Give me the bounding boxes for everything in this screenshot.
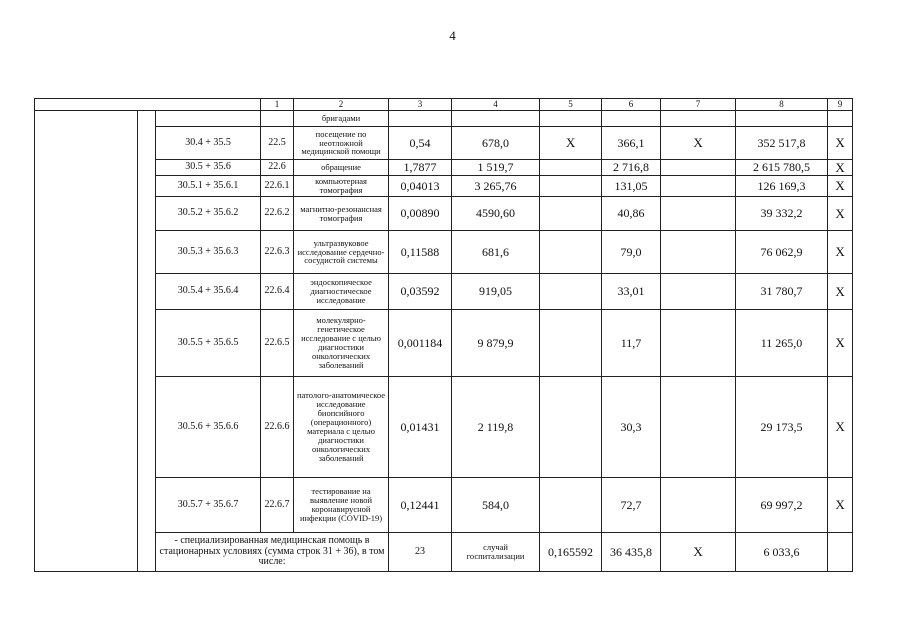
unit-label: обращение <box>294 160 389 176</box>
blank-cell <box>35 111 138 572</box>
value-cell <box>661 478 736 533</box>
value-cell: 2 716,8 <box>602 160 661 176</box>
code-cell: 30.5.5 + 35.6.5 <box>156 310 261 377</box>
value-cell: 681,6 <box>452 231 540 274</box>
code-cell: 30.5.6 + 35.6.6 <box>156 377 261 478</box>
value-cell: X <box>828 274 853 310</box>
unit-label: бригадами <box>294 111 389 127</box>
value-cell: X <box>661 127 736 160</box>
value-cell: 30,3 <box>602 377 661 478</box>
blank-cell <box>261 111 294 127</box>
line-number: 22.6.4 <box>261 274 294 310</box>
value-cell: 76 062,9 <box>736 231 828 274</box>
value-cell: 4590,60 <box>452 197 540 231</box>
value-cell: X <box>828 197 853 231</box>
value-cell <box>540 231 602 274</box>
unit-label: ультразвуковое исследование сердечно-сосудистой системы <box>294 231 389 274</box>
code-cell: 30.5.4 + 35.6.4 <box>156 274 261 310</box>
value-cell: X <box>540 127 602 160</box>
value-cell: 0,01431 <box>389 377 452 478</box>
page-number: 4 <box>449 28 456 43</box>
code-cell: 30.4 + 35.5 <box>156 127 261 160</box>
value-cell: 11,7 <box>602 310 661 377</box>
value-cell <box>540 377 602 478</box>
value-cell: 0,001184 <box>389 310 452 377</box>
value-cell <box>540 197 602 231</box>
column-header: 9 <box>828 99 853 111</box>
data-table <box>34 98 853 572</box>
value-cell: 0,12441 <box>389 478 452 533</box>
value-cell: X <box>828 231 853 274</box>
value-cell: 1,7877 <box>389 160 452 176</box>
line-number: 22.5 <box>261 127 294 160</box>
line-number: 22.6.1 <box>261 176 294 197</box>
column-header: 3 <box>389 99 452 111</box>
unit-label: посещение по неотложной медицинской помощи <box>294 127 389 160</box>
value-cell: 9 879,9 <box>452 310 540 377</box>
value-cell <box>828 533 853 572</box>
line-number: 23 <box>389 533 452 572</box>
line-number: 22.6.7 <box>261 478 294 533</box>
unit-label: компьютерная томография <box>294 176 389 197</box>
value-cell <box>540 160 602 176</box>
value-cell: X <box>661 533 736 572</box>
value-cell: 0,00890 <box>389 197 452 231</box>
value-cell: 40,86 <box>602 197 661 231</box>
value-cell <box>540 310 602 377</box>
value-cell: 2 119,8 <box>452 377 540 478</box>
value-cell: 6 033,6 <box>736 533 828 572</box>
value-cell: 2 615 780,5 <box>736 160 828 176</box>
table-row <box>35 111 853 127</box>
value-cell: 31 780,7 <box>736 274 828 310</box>
line-number: 22.6 <box>261 160 294 176</box>
column-header: 6 <box>602 99 661 111</box>
value-cell: 366,1 <box>602 127 661 160</box>
value-cell <box>540 176 602 197</box>
value-cell <box>661 160 736 176</box>
value-cell: 79,0 <box>602 231 661 274</box>
line-number: 22.6.2 <box>261 197 294 231</box>
value-cell <box>661 274 736 310</box>
value-cell: X <box>828 478 853 533</box>
value-cell: 72,7 <box>602 478 661 533</box>
value-cell: 39 332,2 <box>736 197 828 231</box>
value-cell: 0,03592 <box>389 274 452 310</box>
value-cell <box>661 377 736 478</box>
value-cell: X <box>828 160 853 176</box>
value-cell: 36 435,8 <box>602 533 661 572</box>
blank-cell <box>156 111 261 127</box>
code-cell: 30.5.3 + 35.6.3 <box>156 231 261 274</box>
unit-label: магнитно-резонансная томография <box>294 197 389 231</box>
value-cell: 29 173,5 <box>736 377 828 478</box>
table-row <box>35 176 853 197</box>
blank-cell <box>138 111 156 572</box>
value-cell: 919,05 <box>452 274 540 310</box>
value-cell: X <box>828 176 853 197</box>
column-header: 2 <box>294 99 389 111</box>
line-number: 22.6.5 <box>261 310 294 377</box>
value-cell <box>661 310 736 377</box>
unit-label: случай госпитализации <box>452 533 540 572</box>
table-row <box>35 478 853 533</box>
value-cell: X <box>828 310 853 377</box>
value-cell: 33,01 <box>602 274 661 310</box>
value-cell <box>661 197 736 231</box>
value-cell: X <box>828 127 853 160</box>
column-header: 8 <box>736 99 828 111</box>
unit-label: патолого-анатомическое исследование биопсийного (операционного) материала с целью диагностики онкологических заболеваний <box>294 377 389 478</box>
value-cell: 0,54 <box>389 127 452 160</box>
value-cell <box>540 478 602 533</box>
value-cell <box>661 231 736 274</box>
code-cell: 30.5 + 35.6 <box>156 160 261 176</box>
table-row <box>35 231 853 274</box>
table-row <box>35 533 853 572</box>
unit-label: молекулярно-генетическое исследование с целью диагностики онкологических заболеваний <box>294 310 389 377</box>
column-header: 4 <box>452 99 540 111</box>
value-cell: 11 265,0 <box>736 310 828 377</box>
table-row <box>35 310 853 377</box>
column-header: 5 <box>540 99 602 111</box>
value-cell <box>540 274 602 310</box>
unit-label: тестирование на выявление новой коронавирусной инфекции (COVID-19) <box>294 478 389 533</box>
unit-label: эндоскопическое диагностическое исследование <box>294 274 389 310</box>
value-cell: 3 265,76 <box>452 176 540 197</box>
value-cell: 0,04013 <box>389 176 452 197</box>
column-header: 1 <box>261 99 294 111</box>
value-cell: 1 519,7 <box>452 160 540 176</box>
value-cell: 352 517,8 <box>736 127 828 160</box>
value-cell: X <box>828 377 853 478</box>
table-row <box>35 127 853 160</box>
row-description: - специализированная медицинская помощь в стационарных условиях (сумма строк 31 + 36), в том числе: <box>156 533 389 572</box>
value-cell: 69 997,2 <box>736 478 828 533</box>
value-cell: 584,0 <box>452 478 540 533</box>
table-row <box>35 274 853 310</box>
code-cell: 30.5.2 + 35.6.2 <box>156 197 261 231</box>
column-header: 7 <box>661 99 736 111</box>
value-cell <box>661 176 736 197</box>
table-row <box>35 377 853 478</box>
value-cell: 0,165592 <box>540 533 602 572</box>
value-cell: 126 169,3 <box>736 176 828 197</box>
line-number: 22.6.6 <box>261 377 294 478</box>
table-row <box>35 197 853 231</box>
value-cell: 0,11588 <box>389 231 452 274</box>
column-header-row <box>35 99 853 111</box>
code-cell: 30.5.7 + 35.6.7 <box>156 478 261 533</box>
header-blank <box>35 99 261 111</box>
line-number: 22.6.3 <box>261 231 294 274</box>
code-cell: 30.5.1 + 35.6.1 <box>156 176 261 197</box>
value-cell: 678,0 <box>452 127 540 160</box>
table-row <box>35 160 853 176</box>
value-cell: 131,05 <box>602 176 661 197</box>
